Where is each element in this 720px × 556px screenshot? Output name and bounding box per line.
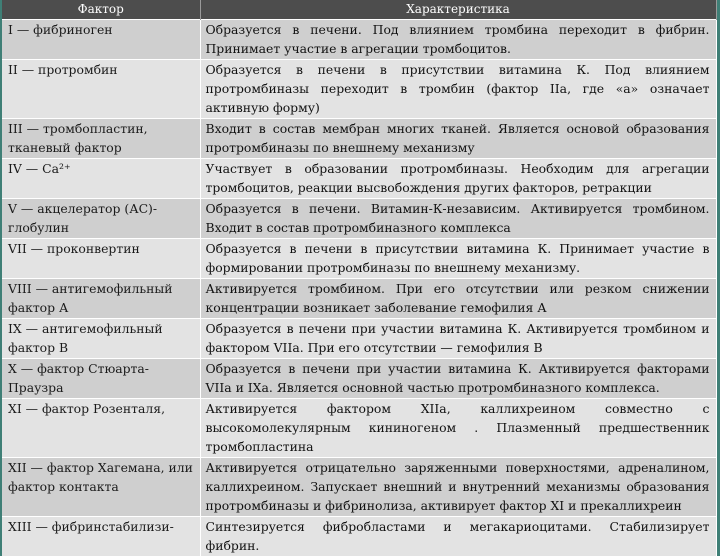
factor-cell: IV — Ca²⁺ (2, 159, 200, 199)
description-cell: Активируется тромбином. При его отсутствии или резком снижении концентрации возникает заболевание гемофилия А (200, 279, 716, 319)
table-row (2, 60, 716, 119)
table-row (2, 20, 716, 60)
factor-cell: XII — фактор Хагемана, или фактор контакта (2, 458, 200, 517)
table-row (2, 517, 716, 556)
factor-cell: I — фибриноген (2, 20, 200, 60)
description-cell: Синтезируется фибробластами и мегакариоцитами. Стабилизирует фибрин. (200, 517, 716, 556)
description-cell: Образуется в печени при участии витамина К. Активируется тромбином и фактором VIIa. При его отсутствии — гемофилия В (200, 319, 716, 359)
factor-cell: XI — фактор Розенталя, (2, 399, 200, 458)
document-page (2, 0, 716, 540)
factor-cell: VII — проконвертин (2, 239, 200, 279)
factor-cell: VIII — антигемофильный фактор А (2, 279, 200, 319)
table-row (2, 199, 716, 239)
description-cell: Входит в состав мембран многих тканей. Является основой образования протромбиназы по внешнему механизму (200, 119, 716, 159)
factor-cell: XIII — фибринстабилизи- (2, 517, 200, 556)
table-row (2, 239, 716, 279)
description-cell: Участвует в образовании протромбиназы. Необходим для агрегации тромбоцитов, реакции высвобождения других факторов, ретракции (200, 159, 716, 199)
factor-cell: X — фактор Стюарта-Праузра (2, 359, 200, 399)
description-cell: Активируется отрицательно заряженными поверхностями, адреналином, каллихреином. Запускает внешний и внутренний механизмы образования протромбиназы и фибринолиза, активирует фактор XI и прекаллихреин (200, 458, 716, 517)
factor-cell: IX — антигемофильный фактор В (2, 319, 200, 359)
header-characteristic: Характеристика (200, 0, 716, 20)
factor-cell: V — акцелератор (АС)-глобулин (2, 199, 200, 239)
description-cell: Образуется в печени. Витамин-К-независим. Активируется тромбином. Входит в состав протромбиназного комплекса (200, 199, 716, 239)
description-cell: Образуется в печени. Под влиянием тромбина переходит в фибрин. Принимает участие в агрегации тромбоцитов. (200, 20, 716, 60)
description-cell: Образуется в печени при участии витамина К. Активируется факторами VIIa и IXa. Является основной частью протромбиназного комплекса. (200, 359, 716, 399)
factor-cell: II — протромбин (2, 60, 200, 119)
factor-cell: III — тромбопластин, тканевый фактор (2, 119, 200, 159)
header-factor: Фактор (2, 0, 200, 20)
description-cell: Образуется в печени в присутствии витамина К. Принимает участие в формировании протромбиназы по внешнему механизму. (200, 239, 716, 279)
table-row (2, 159, 716, 199)
description-cell: Образуется в печени в присутствии витамина К. Под влиянием протромбиназы переходит в тромбин (фактор IIa, где «a» означает активную форму) (200, 60, 716, 119)
table-header-row (2, 0, 716, 20)
table-row (2, 279, 716, 319)
description-cell: Активируется фактором XIIa, каллихреином совместно с высокомолекулярным кининогеном . Плазменный предшественник тромбопластина (200, 399, 716, 458)
table-row (2, 119, 716, 159)
table-row (2, 359, 716, 399)
coagulation-factors-table (2, 0, 717, 556)
table-row (2, 319, 716, 359)
table-row (2, 458, 716, 517)
table-row (2, 399, 716, 458)
